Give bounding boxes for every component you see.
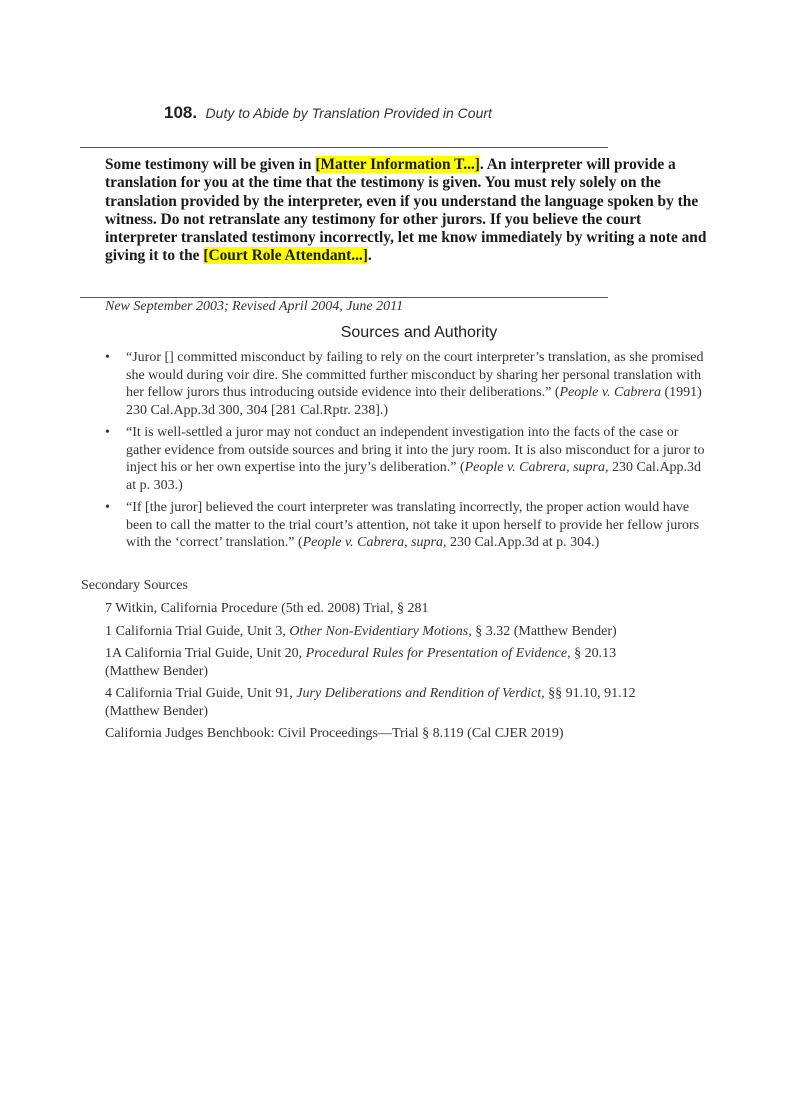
court-role-attendant-field[interactable]: [Court Role Attendant...] bbox=[203, 247, 368, 265]
sources-list bbox=[105, 349, 705, 557]
top-divider bbox=[80, 147, 608, 148]
matter-information-field[interactable]: [Matter Information T...] bbox=[315, 156, 480, 173]
secondary-sources-heading: Secondary Sources bbox=[81, 578, 188, 593]
revision-history: New September 2003; Revised April 2004, June 2011 bbox=[105, 299, 404, 314]
case-name: People v. Cabrera, supra, bbox=[302, 535, 447, 550]
source-item: • “It is well-settled a juror may not conduct an independent investigation into the facts of the case or gather evidence from outside sources and bring it into the jury room. It is also misconduct for a juror to inject his or her own expertise into the jury’s deliberation.” (People v. Cabrera, supra, 230 Cal.App.3d at p. 303.) bbox=[105, 425, 705, 493]
instruction-text-1: Some testimony will be given in bbox=[105, 156, 316, 173]
instruction-name: Duty to Abide by Translation Provided in Court bbox=[205, 105, 492, 121]
source-item: • “Juror [] committed misconduct by failing to rely on the court interpreter’s translation, as she promised she would during voir dire. She committed further misconduct by sharing her personal translation with her fellow jurors thus introducing outside evidence into their deliberations.” (People v. Cabrera (1991) 230 Cal.App.3d 300, 304 [281 Cal.Rptr. 238].) bbox=[105, 350, 704, 418]
secondary-source-item: 1A California Trial Guide, Unit 20, Procedural Rules for Presentation of Evidence, § 20.13 (Matthew Bender) bbox=[105, 646, 617, 679]
instruction-text-2: . An interpreter will provide a translation for you at the time that the testimony is given. You must rely solely on the translation provided by the interpreter, even if you understand the language spoken by the witness. Do not retranslate any testimony for other jurors. If you believe the court interpreter translated testimony incorrectly, let me know immediately by writing a note and giving it to the bbox=[105, 156, 707, 265]
secondary-sources-list bbox=[105, 600, 695, 748]
secondary-source-item: California Judges Benchbook: Civil Proceedings—Trial § 8.119 (Cal CJER 2019) bbox=[105, 726, 564, 741]
instruction-body bbox=[105, 156, 715, 266]
instruction-number: 108. bbox=[164, 103, 198, 122]
instruction-text-3: . bbox=[367, 247, 372, 265]
case-name: People v. Cabrera, supra, bbox=[464, 460, 609, 475]
secondary-source-item: 4 California Trial Guide, Unit 91, Jury Deliberations and Rendition of Verdict, §§ 91.10, 91.12 (Matthew Bender) bbox=[105, 686, 636, 719]
sources-heading: Sources and Authority bbox=[340, 324, 498, 341]
bullet-icon: • bbox=[105, 350, 110, 365]
secondary-source-item: 1 California Trial Guide, Unit 3, Other Non-Evidentiary Motions, § 3.32 (Matthew Bender) bbox=[105, 623, 617, 639]
bottom-divider bbox=[80, 297, 608, 298]
secondary-source-item: 7 Witkin, California Procedure (5th ed. 2008) Trial, § 281 bbox=[105, 601, 429, 616]
bullet-icon: • bbox=[105, 500, 110, 515]
source-item: • “If [the juror] believed the court interpreter was translating incorrectly, the proper action would have been to call the matter to the trial court’s attention, not take it upon herself to provide her fellow jurors with the ‘correct’ translation.” (People v. Cabrera, supra, 230 Cal.App.3d at p. 304.) bbox=[105, 500, 700, 550]
case-name: People v. Cabrera bbox=[559, 385, 661, 400]
bullet-icon: • bbox=[105, 425, 110, 440]
instruction-title bbox=[164, 103, 492, 123]
